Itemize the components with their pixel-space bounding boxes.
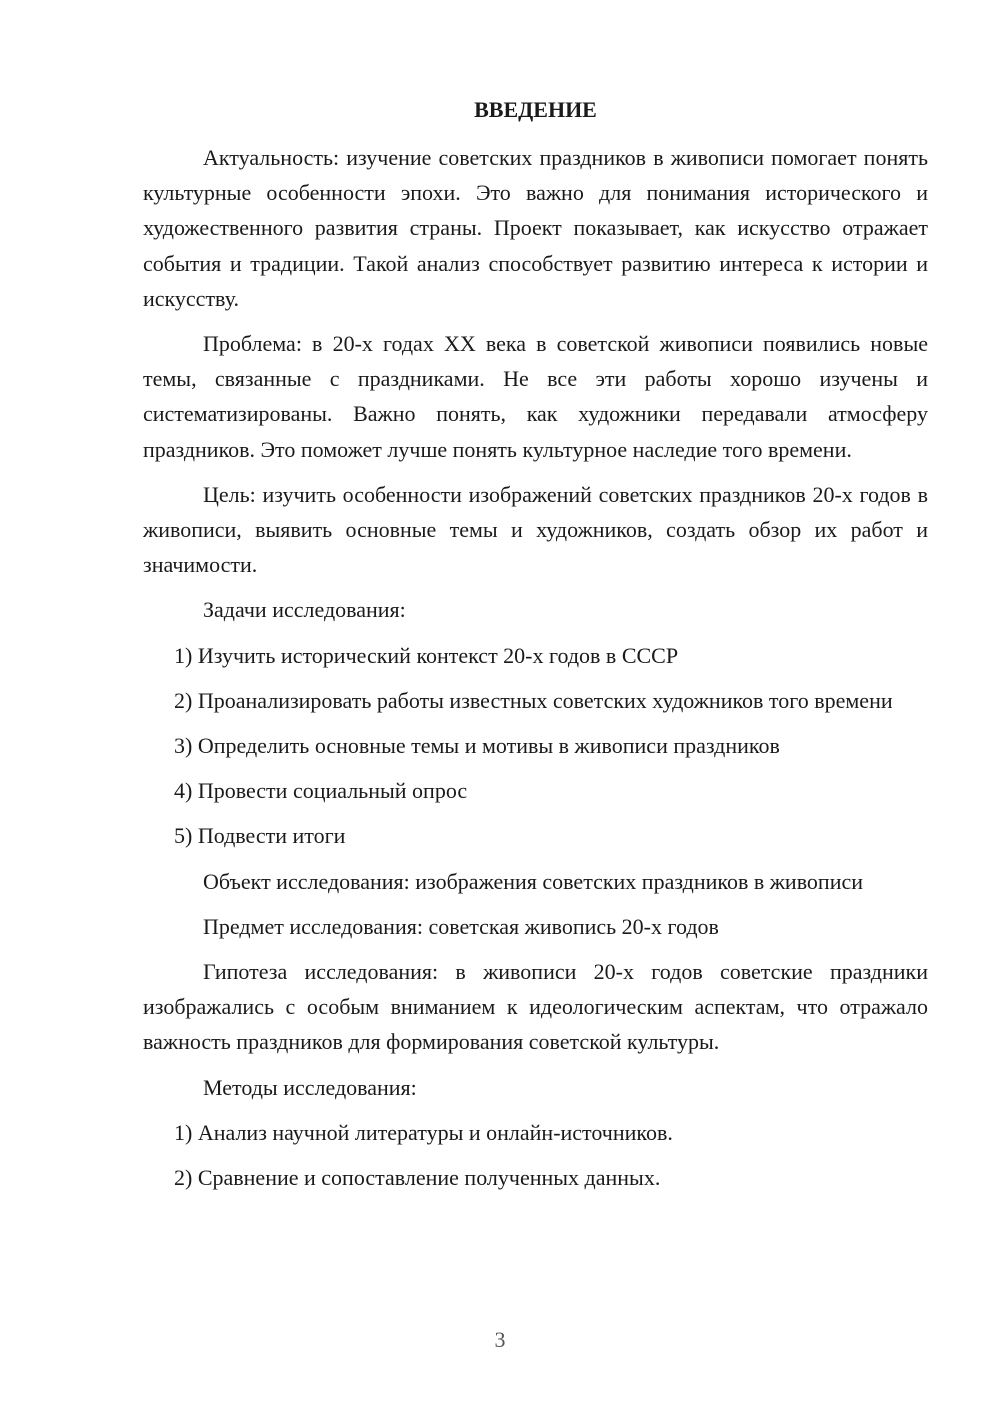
section-title: ВВЕДЕНИЕ xyxy=(474,97,597,122)
document-page xyxy=(143,92,928,1205)
task-item: 1) Изучить исторический контекст 20-х годов в СССР xyxy=(174,642,679,668)
method-item: 2) Сравнение и сопоставление полученных данных. xyxy=(174,1165,661,1191)
object-paragraph: Объект исследования: изображения советских праздников в живописи xyxy=(203,868,864,894)
goal-paragraph: Цель: изучить особенности изображений советских праздников 20-х годов в живописи, выявить основные темы и художников, создать обзор их работ и значимости. xyxy=(143,481,928,578)
page-number: 3 xyxy=(494,1327,506,1352)
task-item: 2) Проанализировать работы известных советских художников того времени xyxy=(174,687,893,713)
hypothesis-paragraph: Гипотеза исследования: в живописи 20-х годов советские праздники изображались с особым вниманием к идеологическим аспектам, что отражало важность праздников для формирования советской культуры. xyxy=(143,959,928,1055)
subject-paragraph: Предмет исследования: советская живопись 20-х годов xyxy=(203,913,719,939)
task-item: 4) Провести социальный опрос xyxy=(174,778,468,804)
task-item: 5) Подвести итоги xyxy=(174,823,346,849)
methods-heading: Методы исследования: xyxy=(203,1074,417,1100)
problem-paragraph: Проблема: в 20-х годах XX века в советской живописи появились новые темы, связанные с праздниками. Не все эти работы хорошо изучены и систематизированы. Важно понять, как художники передавали атмосферу праздников. Это поможет лучше понять культурное наследие того времени. xyxy=(143,331,928,462)
task-item: 3) Определить основные темы и мотивы в живописи праздников xyxy=(174,733,780,759)
tasks-heading: Задачи исследования: xyxy=(203,597,406,623)
relevance-paragraph: Актуальность: изучение советских праздников в живописи помогает понять культурные особенности эпохи. Это важно для понимания исторического и художественного развития страны. Проект показывает, как искусство отражает события и традиции. Такой анализ способствует развитию интереса к истории и искусству. xyxy=(143,145,928,311)
method-item: 1) Анализ научной литературы и онлайн-источников. xyxy=(174,1119,673,1145)
